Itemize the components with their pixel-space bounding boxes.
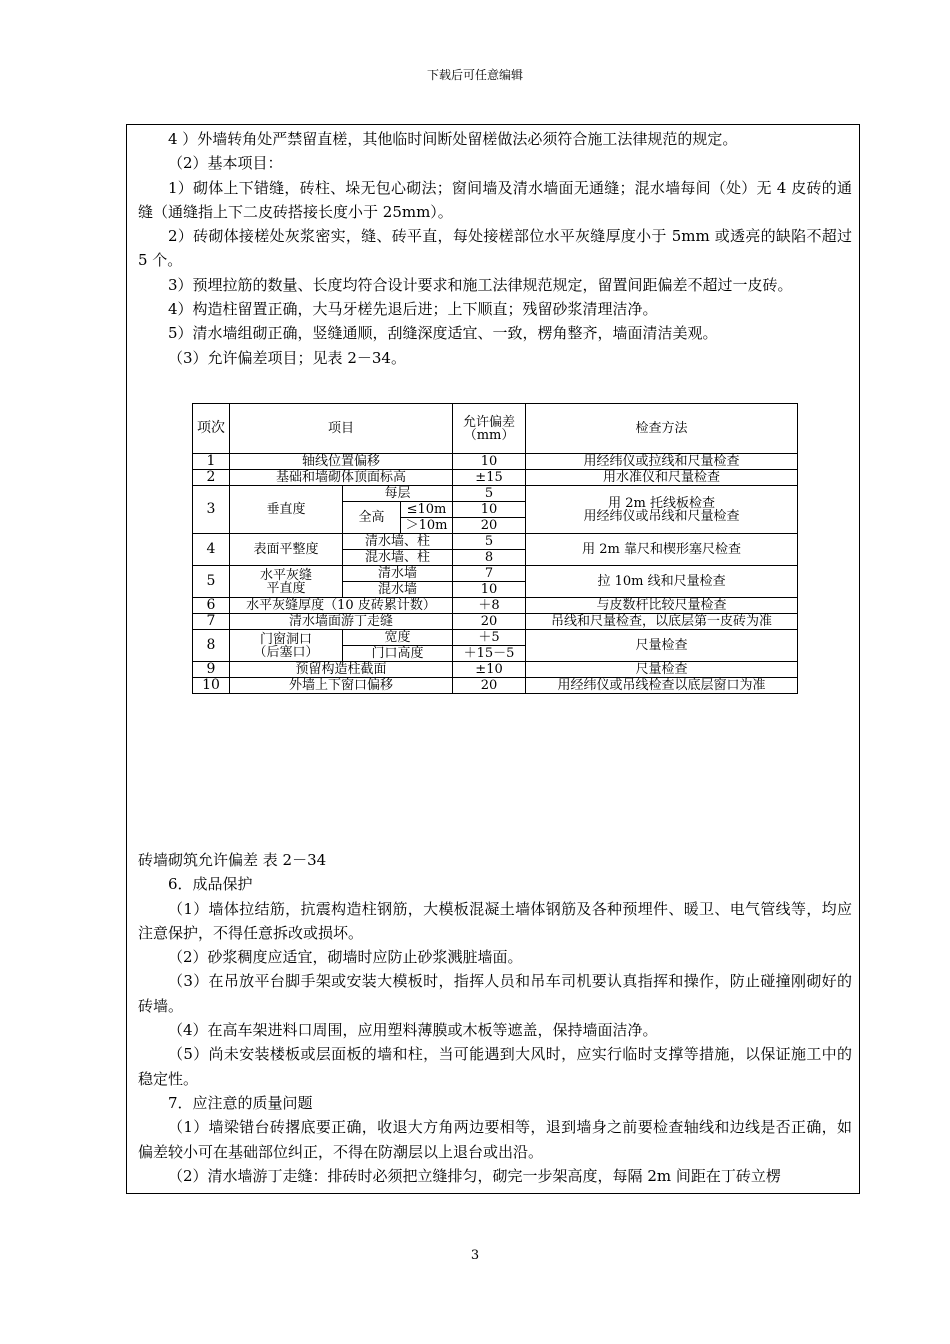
row-subitem: 每层 [343, 486, 453, 502]
item-line: 水平灰缝 [259, 567, 312, 583]
table-row [193, 470, 798, 486]
row-subitem: 混水墙、柱 [343, 550, 453, 566]
row-subitem: 清水墙 [343, 566, 453, 582]
table-row [193, 454, 798, 470]
row-tolerance: ±15 [453, 470, 526, 486]
row-no: 1 [193, 454, 230, 470]
row-tolerance: 20 [453, 678, 526, 694]
paragraph: 5）清水墙组砌正确，竖缝通顺，刮缝深度适宜、一致，楞角整齐，墙面清洁美观。 [168, 324, 718, 343]
table-row [193, 486, 798, 502]
paragraph: （2）砂浆稠度应适宜，砌墙时应防止砂浆溅脏墙面。 [168, 948, 523, 967]
row-tolerance: 5 [453, 486, 526, 502]
row-method: 尺量检查 [526, 662, 798, 678]
row-item: 表面平整度 [230, 534, 343, 566]
row-no: 4 [193, 534, 230, 566]
row-subitem: 门口高度 [343, 646, 453, 662]
row-tolerance: 7 [453, 566, 526, 582]
section-heading: 6．成品保护 [168, 875, 253, 894]
row-subitem: 宽度 [343, 630, 453, 646]
row-method: 尺量检查 [526, 630, 798, 662]
item-line: 平直度 [266, 580, 306, 596]
row-subitem: 清水墙、柱 [343, 534, 453, 550]
paragraph: （2）清水墙游丁走缝：排砖时必须把立缝排匀，砌完一步架高度，每隔 2m 间距在丁砖立楞 [168, 1166, 781, 1185]
bottom-text-block [138, 848, 852, 1188]
row-tolerance: 10 [453, 582, 526, 598]
row-item: 外墙上下窗口偏移 [230, 678, 453, 694]
paragraph: （3）允许偏差项目；见表 2－34。 [168, 348, 406, 367]
row-method [526, 486, 798, 534]
row-item: 预留构造柱截面 [230, 662, 453, 678]
item-line: （后塞口） [253, 644, 319, 660]
table-row [193, 678, 798, 694]
paragraph: （3）在吊放平台脚手架或安装大模板时，指挥人员和吊车司机要认真指挥和操作，防止碰撞刚砌好的砖墙。 [138, 972, 852, 1015]
page-header: 下载后可任意编辑 [426, 68, 523, 82]
row-item: 基础和墙砌体顶面标高 [230, 470, 453, 486]
paragraph: 2）砖砌体接槎处灰浆密实，缝、砖平直，每处接槎部位水平灰缝厚度小于 5mm 或透亮的缺陷不超过 5 个。 [138, 227, 852, 270]
table-row [193, 566, 798, 582]
row-method: 拉 10m 线和尺量检查 [526, 566, 798, 598]
row-item: 清水墙面游丁走缝 [230, 614, 453, 630]
row-subitem: 混水墙 [343, 582, 453, 598]
row-no: 8 [193, 630, 230, 662]
paragraph: （1）墙体拉结筋，抗震构造柱钢筋，大模板混凝土墙体钢筋及各种预埋件、暖卫、电气管线等，均应注意保护，不得任意拆改或损坏。 [138, 899, 852, 942]
row-item: 轴线位置偏移 [230, 454, 453, 470]
tolerance-table [192, 403, 798, 694]
item-line: 门窗洞口 [259, 631, 312, 647]
row-method: 用经纬仪或拉线和尺量检查 [526, 454, 798, 470]
row-subitem: ≤10m [401, 502, 453, 518]
row-tolerance: 20 [453, 518, 526, 534]
page-number: 3 [470, 1248, 480, 1263]
row-tolerance: 10 [453, 502, 526, 518]
row-tolerance: 10 [453, 454, 526, 470]
table-header-row [193, 404, 798, 454]
row-item [230, 566, 343, 598]
table-caption: 砖墙砌筑允许偏差 表 2－34 [138, 851, 327, 869]
row-no: 10 [193, 678, 230, 694]
paragraph: （1）墙梁错台砖撂底要正确，收退大方角两边要相等，退到墙身之前要检查轴线和边线是否正确，如偏差较小可在基础部位纠正，不得在防潮层以上退台或出沿。 [138, 1118, 852, 1161]
top-text-block [138, 127, 852, 370]
paragraph: （2）基本项目： [168, 154, 283, 173]
header-no: 项次 [193, 404, 230, 454]
table-row [193, 614, 798, 630]
table-row [193, 630, 798, 646]
row-no: 6 [193, 598, 230, 614]
row-no: 2 [193, 470, 230, 486]
row-tolerance: ±10 [453, 662, 526, 678]
row-tolerance: ＋5 [453, 630, 526, 646]
paragraph: 1）砌体上下错缝，砖柱、垛无包心砌法；窗间墙及清水墙面无通缝；混水墙每间（处）无 4 皮砖的通缝（通缝指上下二皮砖搭接长度小于 25mm）。 [138, 178, 852, 221]
row-method: 用经纬仪或吊线检查以底层窗口为准 [526, 678, 798, 694]
row-method: 用水准仪和尺量检查 [526, 470, 798, 486]
row-method: 吊线和尺量检查，以底层第一皮砖为准 [526, 614, 798, 630]
row-no: 5 [193, 566, 230, 598]
row-tolerance: 5 [453, 534, 526, 550]
paragraph: （4）在高车架进料口周围，应用塑料薄膜或木板等遮盖，保持墙面洁净。 [168, 1021, 658, 1040]
row-subitem: 全高 [343, 502, 401, 534]
row-no: 3 [193, 486, 230, 534]
row-no: 9 [193, 662, 230, 678]
row-subitem: ＞10m [401, 518, 453, 534]
row-no: 7 [193, 614, 230, 630]
row-item [230, 630, 343, 662]
row-method: 用 2m 靠尺和楔形塞尺检查 [526, 534, 798, 566]
section-heading: 7．应注意的质量问题 [168, 1093, 313, 1112]
row-tolerance: 8 [453, 550, 526, 566]
paragraph: 3）预埋拉筋的数量、长度均符合设计要求和施工法律规范规定，留置间距偏差不超过一皮砖。 [168, 275, 793, 294]
row-tolerance: ＋15－5 [453, 646, 526, 662]
method-line: 用经纬仪或吊线和尺量检查 [583, 508, 740, 524]
header-tolerance: 允许偏差（mm） [453, 404, 526, 454]
header-item: 项目 [230, 404, 453, 454]
row-tolerance: 20 [453, 614, 526, 630]
row-tolerance: ＋8 [453, 598, 526, 614]
table-row [193, 662, 798, 678]
paragraph: 4）构造柱留置正确，大马牙槎先退后进；上下顺直；残留砂浆清理洁净。 [168, 300, 658, 319]
paragraph: 4 ）外墙转角处严禁留直槎，其他临时间断处留槎做法必须符合施工法律规范的规定。 [168, 130, 738, 148]
method-line: 用 2m 托线板检查 [608, 495, 715, 511]
table-row [193, 598, 798, 614]
table-row [193, 534, 798, 550]
paragraph: （5）尚未安装楼板或层面板的墙和柱，当可能遇到大风时，应实行临时支撑等措施，以保证施工中的稳定性。 [138, 1045, 852, 1088]
row-item: 垂直度 [230, 486, 343, 534]
row-item: 水平灰缝厚度（10 皮砖累计数） [230, 598, 453, 614]
row-method: 与皮数杆比较尺量检查 [526, 598, 798, 614]
header-method: 检查方法 [526, 404, 798, 454]
